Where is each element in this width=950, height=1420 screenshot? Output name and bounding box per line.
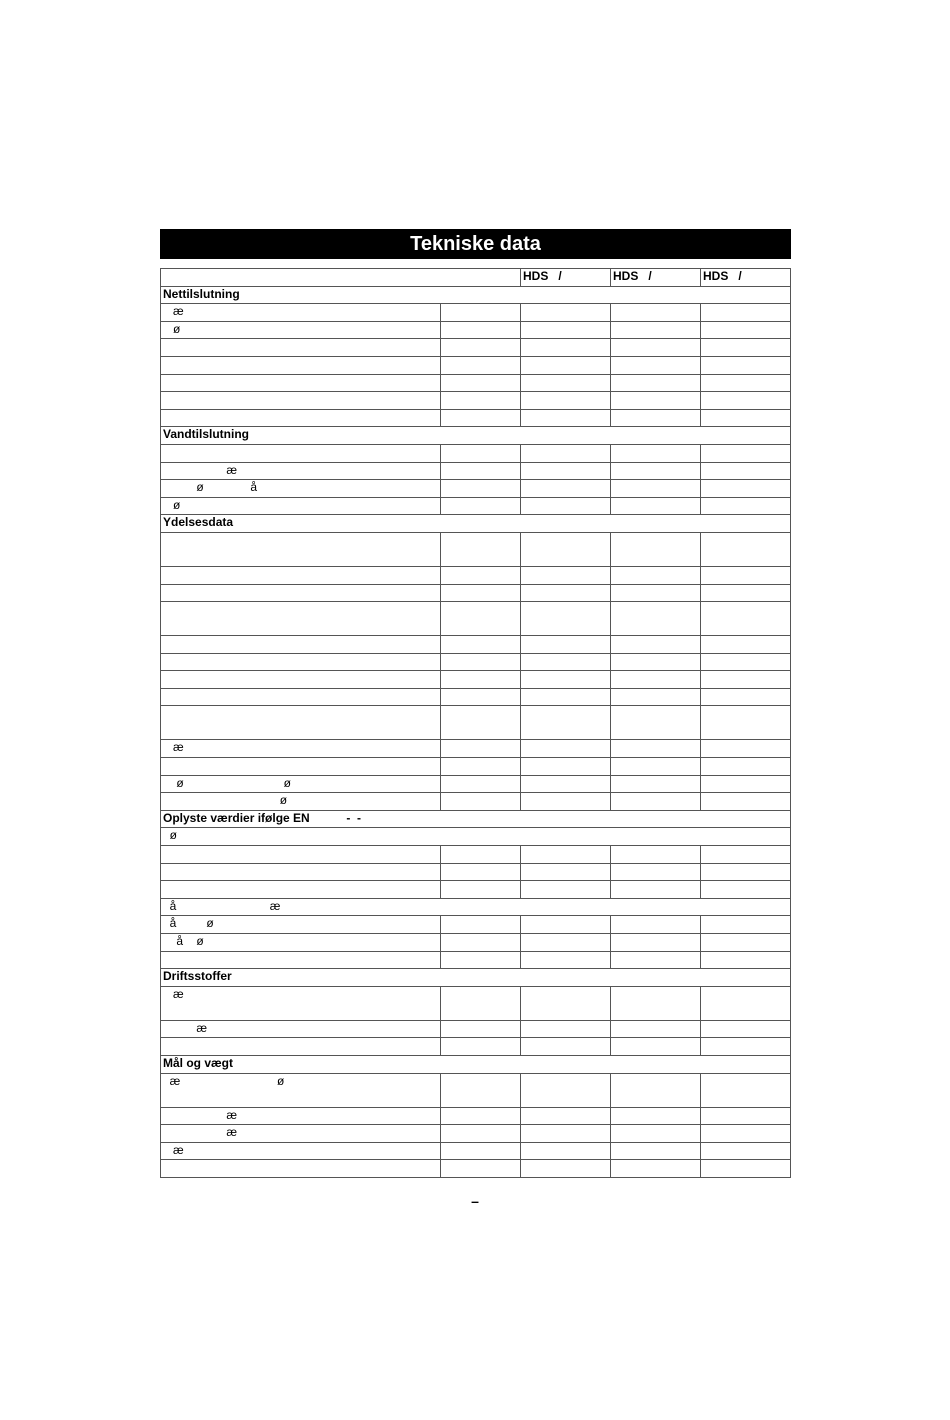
value-cell-model-3 — [701, 462, 791, 480]
value-cell-model-1 — [521, 566, 611, 584]
value-cell-model-1 — [521, 863, 611, 881]
table-row — [161, 321, 791, 339]
value-cell-model-1 — [521, 793, 611, 811]
value-cell-model-2 — [611, 356, 701, 374]
value-cell-model-1 — [521, 462, 611, 480]
value-cell-model-3 — [701, 444, 791, 462]
value-cell-model-1 — [521, 636, 611, 654]
value-cell-model-2 — [611, 775, 701, 793]
row-label — [161, 951, 441, 969]
unit-cell — [441, 706, 521, 740]
value-cell-model-2 — [611, 740, 701, 758]
table-row — [161, 444, 791, 462]
value-cell-model-1 — [521, 1160, 611, 1178]
value-cell-model-2 — [611, 321, 701, 339]
row-label: å ø — [161, 916, 441, 934]
value-cell-model-1 — [521, 602, 611, 636]
value-cell-model-2 — [611, 584, 701, 602]
table-row — [161, 758, 791, 776]
unit-cell — [441, 584, 521, 602]
unit-cell — [441, 497, 521, 515]
row-label: ø ø — [161, 775, 441, 793]
value-cell-model-2 — [611, 934, 701, 952]
unit-cell — [441, 688, 521, 706]
section-title: Vandtilslutning — [161, 427, 791, 445]
table-row — [161, 1125, 791, 1143]
value-cell-model-3 — [701, 321, 791, 339]
unit-cell — [441, 671, 521, 689]
header-cell-model-2: HDS / — [611, 269, 701, 287]
value-cell-model-1 — [521, 671, 611, 689]
value-cell-model-3 — [701, 706, 791, 740]
table-row — [161, 881, 791, 899]
unit-cell — [441, 602, 521, 636]
value-cell-model-3 — [701, 1107, 791, 1125]
value-cell-model-2 — [611, 653, 701, 671]
value-cell-model-3 — [701, 881, 791, 899]
value-cell-model-1 — [521, 775, 611, 793]
row-label: æ — [161, 304, 441, 322]
value-cell-model-3 — [701, 497, 791, 515]
section-header-row — [161, 286, 791, 304]
value-cell-model-2 — [611, 863, 701, 881]
unit-cell — [441, 304, 521, 322]
value-cell-model-3 — [701, 916, 791, 934]
header-cell-label — [161, 269, 521, 287]
row-label — [161, 374, 441, 392]
value-cell-model-2 — [611, 374, 701, 392]
unit-cell — [441, 636, 521, 654]
table-row — [161, 532, 791, 566]
section-header-row — [161, 810, 791, 828]
unit-cell — [441, 339, 521, 357]
value-cell-model-2 — [611, 1142, 701, 1160]
row-label — [161, 444, 441, 462]
section-header-row — [161, 515, 791, 533]
row-label: æ — [161, 462, 441, 480]
value-cell-model-2 — [611, 706, 701, 740]
value-cell-model-3 — [701, 793, 791, 811]
unit-cell — [441, 793, 521, 811]
row-label: æ — [161, 1125, 441, 1143]
value-cell-model-1 — [521, 1107, 611, 1125]
unit-cell — [441, 566, 521, 584]
row-label — [161, 881, 441, 899]
row-label — [161, 602, 441, 636]
value-cell-model-1 — [521, 444, 611, 462]
value-cell-model-1 — [521, 374, 611, 392]
value-cell-model-1 — [521, 321, 611, 339]
table-row — [161, 828, 791, 846]
value-cell-model-3 — [701, 532, 791, 566]
value-cell-model-2 — [611, 1020, 701, 1038]
unit-cell — [441, 462, 521, 480]
unit-cell — [441, 392, 521, 410]
value-cell-model-2 — [611, 688, 701, 706]
unit-cell — [441, 444, 521, 462]
value-cell-model-3 — [701, 934, 791, 952]
unit-cell — [441, 1107, 521, 1125]
value-cell-model-3 — [701, 1125, 791, 1143]
value-cell-model-2 — [611, 462, 701, 480]
row-label — [161, 532, 441, 566]
value-cell-model-1 — [521, 881, 611, 899]
table-row — [161, 1020, 791, 1038]
header-cell-model-1: HDS / — [521, 269, 611, 287]
table-row — [161, 1142, 791, 1160]
value-cell-model-1 — [521, 497, 611, 515]
unit-cell — [441, 846, 521, 864]
row-label — [161, 653, 441, 671]
value-cell-model-3 — [701, 846, 791, 864]
unit-cell — [441, 356, 521, 374]
value-cell-model-3 — [701, 392, 791, 410]
row-label: ø — [161, 497, 441, 515]
table-row — [161, 740, 791, 758]
page-footer: – — [471, 1193, 479, 1209]
section-title: Nettilslutning — [161, 286, 791, 304]
table-row — [161, 793, 791, 811]
unit-cell — [441, 758, 521, 776]
section-header-row — [161, 969, 791, 987]
unit-cell — [441, 740, 521, 758]
page-title: Tekniske data — [160, 229, 791, 259]
technical-data-table — [160, 268, 791, 1178]
section-title: Ydelsesdata — [161, 515, 791, 533]
value-cell-model-1 — [521, 409, 611, 427]
value-cell-model-3 — [701, 758, 791, 776]
unit-cell — [441, 775, 521, 793]
value-cell-model-2 — [611, 480, 701, 498]
value-cell-model-3 — [701, 1038, 791, 1056]
row-label — [161, 1038, 441, 1056]
table-row — [161, 916, 791, 934]
value-cell-model-1 — [521, 1125, 611, 1143]
value-cell-model-1 — [521, 1020, 611, 1038]
value-cell-model-3 — [701, 356, 791, 374]
value-cell-model-3 — [701, 671, 791, 689]
row-label — [161, 688, 441, 706]
value-cell-model-1 — [521, 356, 611, 374]
value-cell-model-3 — [701, 584, 791, 602]
row-label — [161, 409, 441, 427]
value-cell-model-2 — [611, 1125, 701, 1143]
value-cell-model-3 — [701, 566, 791, 584]
table-row — [161, 584, 791, 602]
unit-cell — [441, 986, 521, 1020]
value-cell-model-2 — [611, 409, 701, 427]
value-cell-model-3 — [701, 863, 791, 881]
value-cell-model-2 — [611, 846, 701, 864]
value-cell-model-2 — [611, 1107, 701, 1125]
row-label: æ — [161, 740, 441, 758]
unit-cell — [441, 409, 521, 427]
unit-cell — [441, 1142, 521, 1160]
value-cell-model-1 — [521, 706, 611, 740]
value-cell-model-3 — [701, 688, 791, 706]
section-title: Mål og vægt — [161, 1055, 791, 1073]
table-row — [161, 392, 791, 410]
row-label — [161, 846, 441, 864]
value-cell-model-3 — [701, 951, 791, 969]
section-title: Driftsstoffer — [161, 969, 791, 987]
value-cell-model-1 — [521, 584, 611, 602]
unit-cell — [441, 1160, 521, 1178]
unit-cell — [441, 321, 521, 339]
value-cell-model-2 — [611, 916, 701, 934]
table-row — [161, 898, 791, 916]
value-cell-model-1 — [521, 653, 611, 671]
value-cell-model-1 — [521, 339, 611, 357]
value-cell-model-2 — [611, 951, 701, 969]
table-row — [161, 934, 791, 952]
section-header-row — [161, 1055, 791, 1073]
value-cell-model-2 — [611, 881, 701, 899]
row-label — [161, 671, 441, 689]
row-label — [161, 356, 441, 374]
value-cell-model-3 — [701, 304, 791, 322]
value-cell-model-3 — [701, 636, 791, 654]
row-label: ø — [161, 321, 441, 339]
value-cell-model-1 — [521, 480, 611, 498]
section-header-row — [161, 427, 791, 445]
value-cell-model-2 — [611, 444, 701, 462]
table-row — [161, 339, 791, 357]
row-label — [161, 1160, 441, 1178]
table-row — [161, 602, 791, 636]
unit-cell — [441, 863, 521, 881]
unit-cell — [441, 1038, 521, 1056]
row-label: æ — [161, 986, 441, 1020]
value-cell-model-2 — [611, 566, 701, 584]
row-label — [161, 706, 441, 740]
value-cell-model-2 — [611, 392, 701, 410]
unit-cell — [441, 1125, 521, 1143]
value-cell-model-2 — [611, 1073, 701, 1107]
table-row — [161, 986, 791, 1020]
row-label — [161, 566, 441, 584]
value-cell-model-3 — [701, 1160, 791, 1178]
unit-cell — [441, 881, 521, 899]
row-label — [161, 584, 441, 602]
unit-cell — [441, 374, 521, 392]
row-label — [161, 758, 441, 776]
table-row — [161, 304, 791, 322]
value-cell-model-1 — [521, 1073, 611, 1107]
value-cell-model-3 — [701, 602, 791, 636]
value-cell-model-3 — [701, 775, 791, 793]
table-row — [161, 863, 791, 881]
row-label: å æ — [161, 898, 791, 916]
value-cell-model-3 — [701, 740, 791, 758]
value-cell-model-3 — [701, 374, 791, 392]
value-cell-model-3 — [701, 339, 791, 357]
value-cell-model-3 — [701, 986, 791, 1020]
value-cell-model-2 — [611, 339, 701, 357]
value-cell-model-1 — [521, 1142, 611, 1160]
table-row — [161, 706, 791, 740]
row-label — [161, 392, 441, 410]
table-row — [161, 653, 791, 671]
value-cell-model-1 — [521, 392, 611, 410]
table-header-row — [161, 269, 791, 287]
value-cell-model-2 — [611, 1160, 701, 1178]
table-row — [161, 1160, 791, 1178]
value-cell-model-3 — [701, 1073, 791, 1107]
unit-cell — [441, 1020, 521, 1038]
row-label: ø å — [161, 480, 441, 498]
value-cell-model-3 — [701, 480, 791, 498]
value-cell-model-2 — [611, 1038, 701, 1056]
unit-cell — [441, 916, 521, 934]
value-cell-model-3 — [701, 409, 791, 427]
value-cell-model-1 — [521, 916, 611, 934]
value-cell-model-2 — [611, 304, 701, 322]
value-cell-model-1 — [521, 934, 611, 952]
row-label: ø — [161, 793, 441, 811]
value-cell-model-1 — [521, 304, 611, 322]
value-cell-model-1 — [521, 951, 611, 969]
value-cell-model-3 — [701, 653, 791, 671]
table-row — [161, 462, 791, 480]
value-cell-model-1 — [521, 758, 611, 776]
table-row — [161, 671, 791, 689]
table-row — [161, 356, 791, 374]
table-row — [161, 374, 791, 392]
table-row — [161, 409, 791, 427]
table-row — [161, 497, 791, 515]
value-cell-model-3 — [701, 1142, 791, 1160]
table-row — [161, 566, 791, 584]
row-label: å ø — [161, 934, 441, 952]
table-row — [161, 480, 791, 498]
table-row — [161, 846, 791, 864]
value-cell-model-2 — [611, 532, 701, 566]
unit-cell — [441, 480, 521, 498]
value-cell-model-2 — [611, 793, 701, 811]
unit-cell — [441, 532, 521, 566]
table-row — [161, 636, 791, 654]
unit-cell — [441, 1073, 521, 1107]
unit-cell — [441, 934, 521, 952]
value-cell-model-1 — [521, 986, 611, 1020]
value-cell-model-2 — [611, 986, 701, 1020]
section-title: Oplyste værdier ifølge EN - - — [161, 810, 791, 828]
table-row — [161, 1073, 791, 1107]
value-cell-model-2 — [611, 602, 701, 636]
table-row — [161, 951, 791, 969]
row-label: æ ø — [161, 1073, 441, 1107]
row-label: æ — [161, 1142, 441, 1160]
unit-cell — [441, 951, 521, 969]
row-label: ø — [161, 828, 791, 846]
value-cell-model-3 — [701, 1020, 791, 1038]
value-cell-model-2 — [611, 671, 701, 689]
table-row — [161, 1107, 791, 1125]
value-cell-model-1 — [521, 532, 611, 566]
value-cell-model-1 — [521, 688, 611, 706]
value-cell-model-1 — [521, 846, 611, 864]
table-row — [161, 688, 791, 706]
row-label — [161, 863, 441, 881]
row-label: æ — [161, 1020, 441, 1038]
value-cell-model-2 — [611, 758, 701, 776]
table-row — [161, 775, 791, 793]
value-cell-model-1 — [521, 1038, 611, 1056]
value-cell-model-2 — [611, 497, 701, 515]
row-label — [161, 339, 441, 357]
row-label: æ — [161, 1107, 441, 1125]
table-row — [161, 1038, 791, 1056]
value-cell-model-1 — [521, 740, 611, 758]
unit-cell — [441, 653, 521, 671]
header-cell-model-3: HDS / — [701, 269, 791, 287]
row-label — [161, 636, 441, 654]
value-cell-model-2 — [611, 636, 701, 654]
